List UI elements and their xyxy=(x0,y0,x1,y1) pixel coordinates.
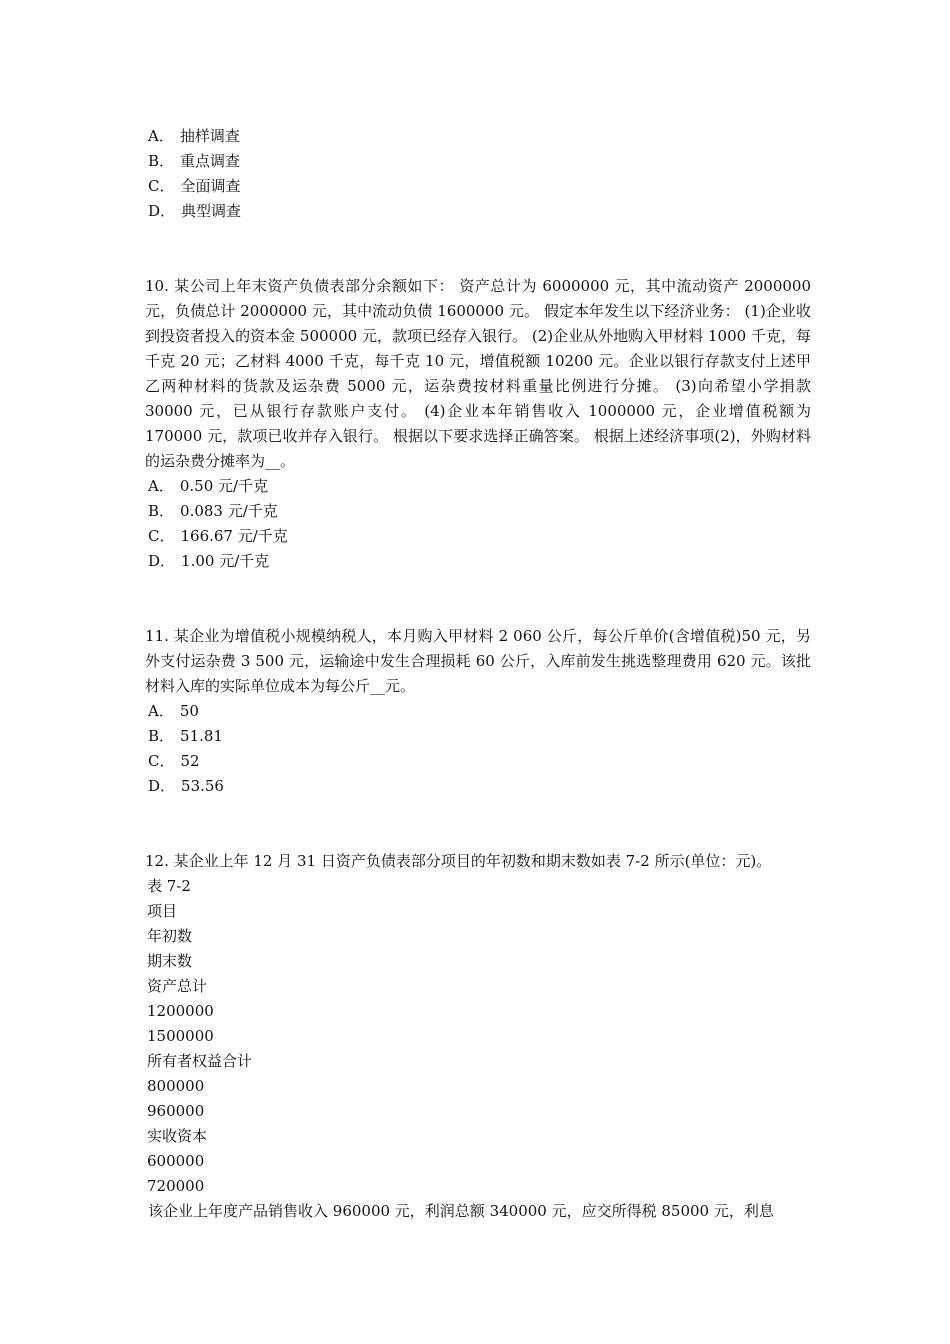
table-cell: 实收资本 xyxy=(147,1127,208,1145)
q11-option-d: D． 53.56 xyxy=(148,777,224,795)
q10-option-c: C． 166.67 元/千克 xyxy=(148,527,288,545)
table-cell: 所有者权益合计 xyxy=(147,1052,253,1070)
table-cell: 960000 xyxy=(147,1102,205,1120)
q11-text: 11. 某企业为增值税小规模纳税人，本月购入甲材料 2 060 公斤，每公斤单价(含增值税)50 元，另外支付运杂费 3 500 元，运输途中发生合理损耗 60 公斤，入库前发生挑选整理费用 620 元。该批材料入库的实际单位成本为每公斤__元。 xyxy=(145,627,811,695)
q10-text: 10. 某公司上年末资产负债表部分余额如下： 资产总计为 6000000 元，其中流动资产 2000000 元，负债总计 2000000 元，其中流动负债 1600000 元。 假定本年发生以下经济业务： (1)企业收到投资者投入的资本金 500000 元，款项已经存入银行。 (2)企业从外地购入甲材料 1000 千克，每千克 20 元；乙材料 4000 千克，每千克 10 元，增值税额 10200 元。企业以银行存款支付上述甲乙两种材料的货款及运杂费 5000 元，运杂费按材料重量比例进行分摊。 (3)向希望小学捐款 30000 元，已从银行存款账户支付。 (4)企业本年销售收入 1000000 元，企业增值税额为 170000 元，款项已收并存入银行。 根据以下要求选择正确答案。 根据上述经济事项(2)，外购材料的运杂费分摊率为__。 xyxy=(145,277,811,470)
table-cell: 年初数 xyxy=(147,927,193,945)
q12-text: 12. 某企业上年 12 月 31 日资产负债表部分项目的年初数和期末数如表 7-2 所示(单位：元)。 xyxy=(145,852,772,870)
table-caption: 表 7-2 xyxy=(147,877,191,895)
q11-option-c: C． 52 xyxy=(148,752,200,770)
spacer xyxy=(145,799,811,849)
q11-option-b: B． 51.81 xyxy=(148,727,223,745)
document-content xyxy=(145,124,811,1224)
q11-options xyxy=(145,699,811,799)
q9-option-d: D． 典型调查 xyxy=(148,202,242,220)
q12-table-lines xyxy=(145,874,811,1199)
table-cell: 1500000 xyxy=(147,1027,214,1045)
q9-option-a: A． 抽样调查 xyxy=(148,127,240,145)
spacer xyxy=(145,224,811,274)
q10-option-a: A． 0.50 元/千克 xyxy=(148,477,269,495)
table-cell: 600000 xyxy=(147,1152,205,1170)
spacer xyxy=(145,574,811,624)
q9-option-b: B． 重点调查 xyxy=(148,152,241,170)
q10-option-d: D． 1.00 元/千克 xyxy=(148,552,270,570)
table-cell: 1200000 xyxy=(147,1002,214,1020)
q10-option-b: B． 0.083 元/千克 xyxy=(148,502,278,520)
q10-options xyxy=(145,474,811,574)
table-cell: 800000 xyxy=(147,1077,205,1095)
table-cell: 期末数 xyxy=(147,952,193,970)
q9-option-c: C． 全面调查 xyxy=(148,177,241,195)
table-cell: 720000 xyxy=(147,1177,205,1195)
table-cell: 资产总计 xyxy=(147,977,208,995)
table-cell: 项目 xyxy=(147,902,178,920)
q11-option-a: A． 50 xyxy=(148,702,199,720)
q9-options xyxy=(145,124,811,224)
q12-continuation-text: 该企业上年度产品销售收入 960000 元，利润总额 340000 元，应交所得税 85000 元，利息 xyxy=(148,1202,774,1220)
